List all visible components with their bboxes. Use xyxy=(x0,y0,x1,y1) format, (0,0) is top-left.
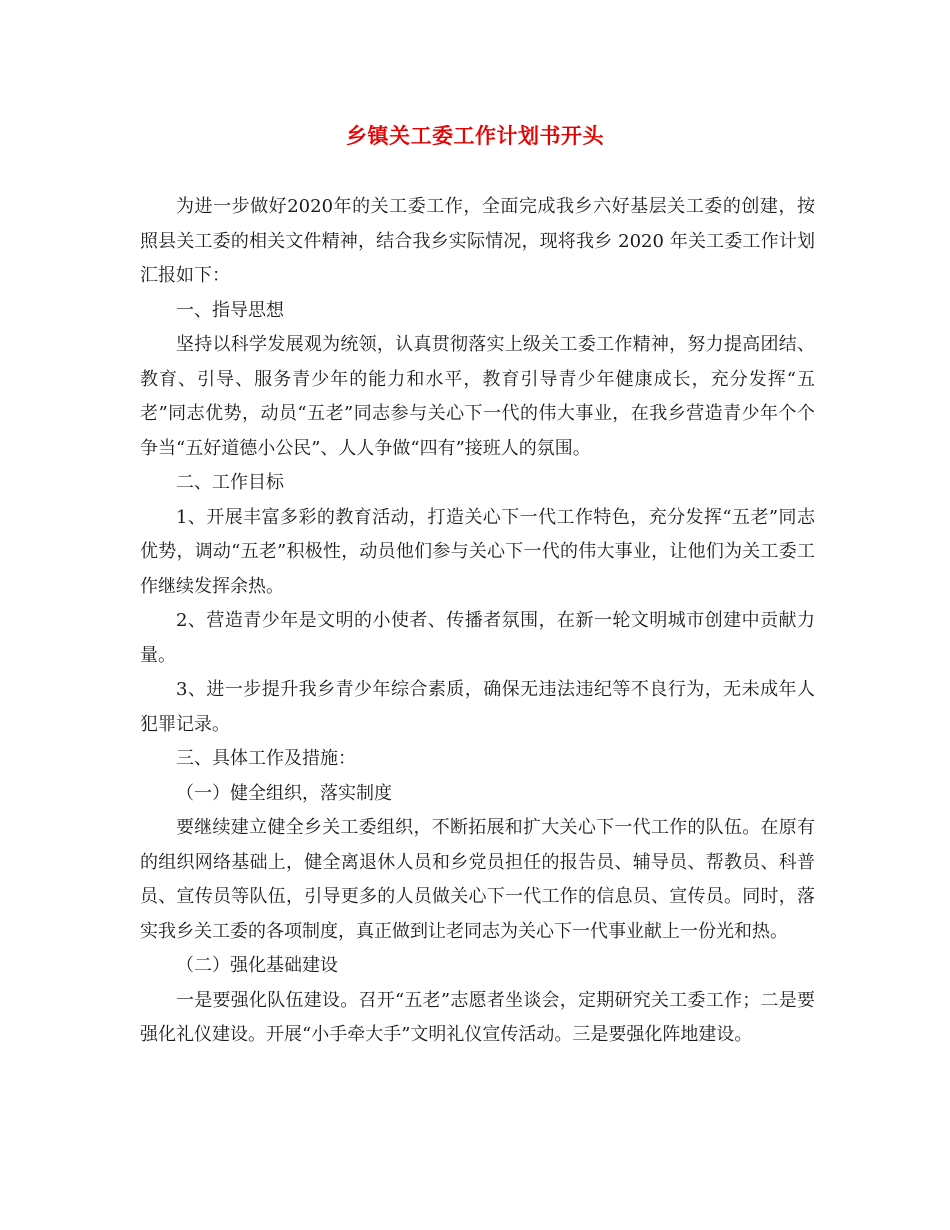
subheading-organization: （一）健全组织，落实制度 xyxy=(176,782,392,804)
paragraph-goal-3: 3、进一步提升我乡青少年综合素质，确保无违法违纪等不良行为，无未成年人犯罪记录。 xyxy=(140,679,815,735)
subheading-infrastructure: （二）强化基础建设 xyxy=(176,955,338,976)
paragraph-organization: 要继续建立健全乡关工委组织，不断拓展和扩大关心下一代工作的队伍。在原有的组织网络基础上，健全离退休人员和乡党员担任的报告员、辅导员、帮教员、科普员、宣传员等队伍，引导更多的人员做关心下一代工作的信息员、宣传员。同时，落实我乡关工委的各项制度，真正做到让老同志为关心下一代事业献上一份光和热。 xyxy=(140,817,815,942)
paragraph-goal-2: 2、营造青少年是文明的小使者、传播者氛围，在新一轮文明城市创建中贡献力量。 xyxy=(140,610,815,666)
document-body xyxy=(140,190,815,1053)
paragraph-intro: 为进一步做好2020年的关工委工作，全面完成我乡六好基层关工委的创建，按照县关工委的相关文件精神，结合我乡实际情况，现将我乡 2020 年关工委工作计划汇报如下： xyxy=(140,196,815,286)
heading-work-goals: 二、工作目标 xyxy=(176,472,284,493)
document-title: 乡镇关工委工作计划书开头 xyxy=(346,123,604,148)
paragraph-infrastructure: 一是要强化队伍建设。召开“五老”志愿者坐谈会，定期研究关工委工作；二是要强化礼仪建设。开展“小手牵大手”文明礼仪宣传活动。三是要强化阵地建设。 xyxy=(140,989,815,1045)
heading-specific-measures: 三、具体工作及措施： xyxy=(176,748,356,769)
paragraph-goal-1: 1、开展丰富多彩的教育活动，打造关心下一代工作特色，充分发挥“五老”同志优势，调动“五老”积极性，动员他们参与关心下一代的伟大事业，让他们为关工委工作继续发挥余热。 xyxy=(140,506,815,597)
heading-guiding-ideology: 一、指导思想 xyxy=(176,299,284,321)
paragraph-guiding-ideology: 坚持以科学发展观为统领，认真贯彻落实上级关工委工作精神，努力提高团结、教育、引导、服务青少年的能力和水平，教育引导青少年健康成长，充分发挥“五老”同志优势，动员“五老”同志参与关心下一代的伟大事业，在我乡营造青少年个个争当“五好道德小公民”、人人争做“四有”接班人的氛围。 xyxy=(140,334,815,459)
